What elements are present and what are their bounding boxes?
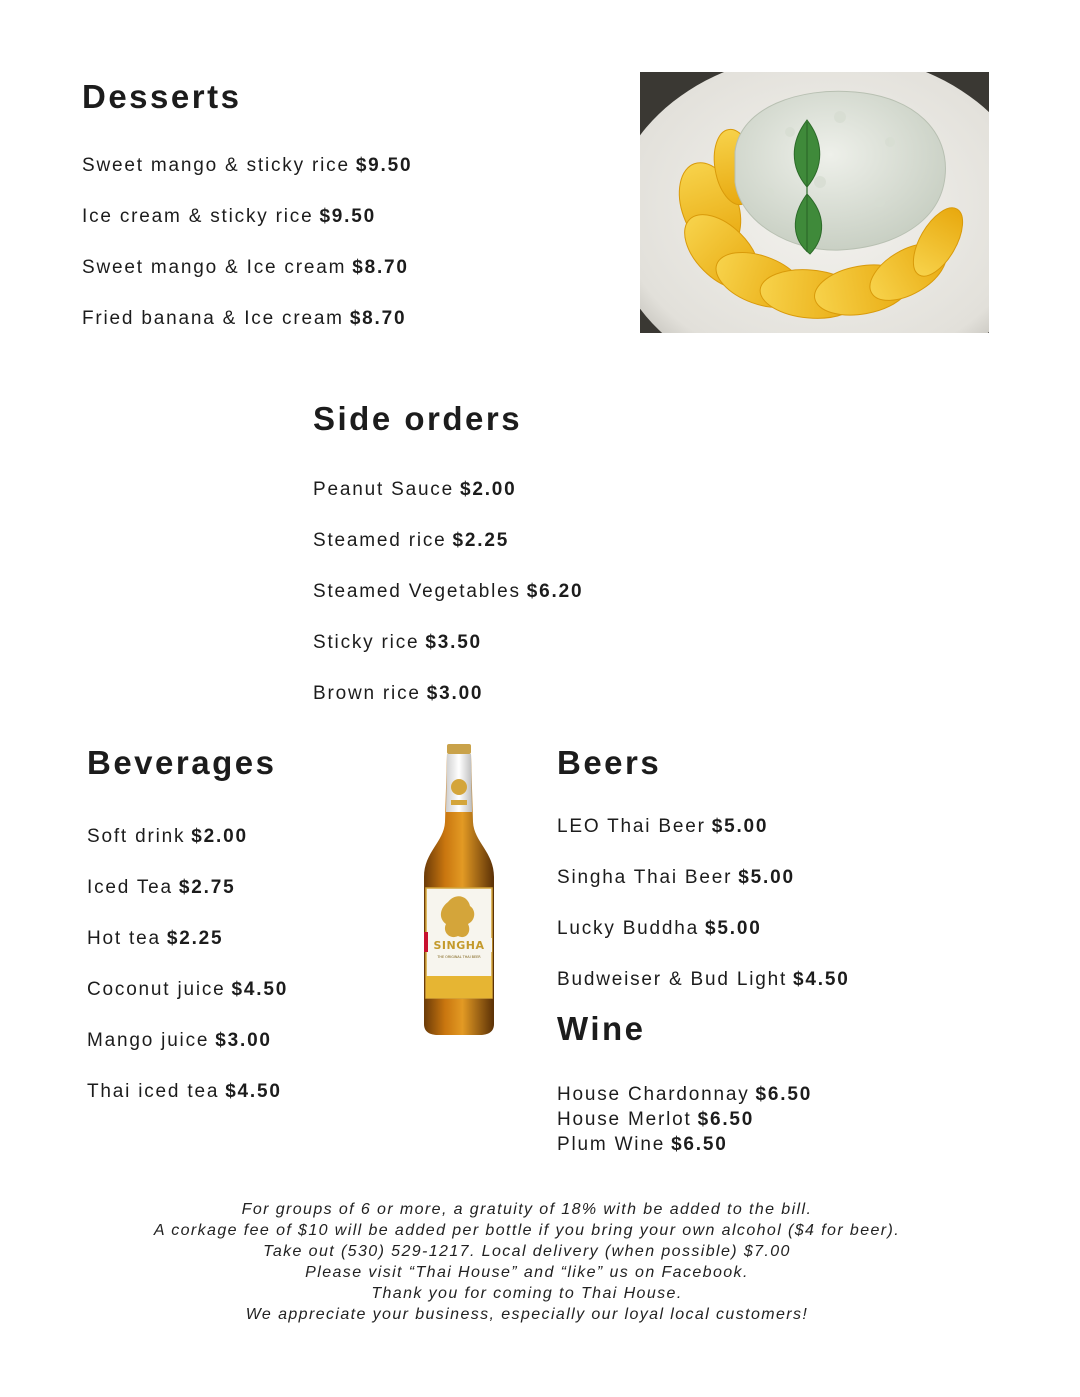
menu-item (313, 633, 583, 653)
menu-item (82, 258, 412, 278)
item-price: $2.00 (459, 479, 517, 500)
side-orders-list (313, 480, 583, 704)
menu-item (82, 207, 412, 227)
item-price: $5.00 (738, 867, 795, 888)
beverages-heading: Beverages (87, 744, 277, 781)
menu-item (313, 684, 583, 704)
item-price: $3.00 (215, 1030, 272, 1051)
item-price: $3.00 (426, 683, 484, 704)
item-price: $5.00 (705, 918, 762, 939)
footer-gratuity-note: For groups of 6 or more, a gratuity of 18% with be added to the bill. (241, 1201, 813, 1218)
item-name: Hot tea (87, 928, 161, 949)
item-price: $2.75 (178, 877, 236, 898)
item-name: Iced Tea (87, 877, 173, 898)
item-name: Lucky Buddha (557, 918, 700, 939)
item-price: $2.25 (452, 530, 510, 551)
menu-item (313, 531, 583, 551)
item-name: Brown rice (313, 683, 421, 704)
menu-item (557, 1110, 812, 1130)
menu-item (557, 1085, 812, 1105)
menu-item (313, 480, 583, 500)
singha-beer-bottle (418, 742, 500, 1037)
item-name: Thai iced tea (87, 1081, 220, 1102)
footer-takeout-note: Take out (530) 529-1217. Local delivery (when possible) $7.00 (263, 1243, 791, 1260)
item-price: $4.50 (231, 979, 289, 1000)
beers-section (557, 744, 850, 1021)
side-orders-heading: Side orders (313, 400, 523, 437)
item-name: Ice cream & sticky rice (82, 206, 314, 227)
beer-bottle-illustration (418, 742, 500, 1037)
item-price: $6.50 (697, 1109, 755, 1130)
item-name: Soft drink (87, 826, 186, 847)
menu-item (87, 827, 288, 847)
mango-sticky-rice-photo (640, 72, 989, 333)
wine-heading: Wine (557, 1010, 646, 1047)
item-name: Singha Thai Beer (557, 867, 733, 888)
menu-item (82, 156, 412, 176)
item-name: Sticky rice (313, 632, 420, 653)
item-price: $2.00 (191, 826, 248, 847)
footer-notes (0, 1199, 1054, 1325)
item-price: $8.70 (349, 308, 407, 329)
wine-list (557, 1085, 812, 1155)
menu-item (557, 817, 850, 837)
item-price: $6.50 (671, 1134, 728, 1155)
item-name: Mango juice (87, 1030, 210, 1051)
item-name: Sweet mango & Ice cream (82, 257, 347, 278)
item-price: $4.50 (225, 1081, 282, 1102)
item-name: Steamed Vegetables (313, 581, 521, 602)
item-price: $6.50 (755, 1084, 813, 1105)
footer-facebook-note: Please visit “Thai House” and “like” us on Facebook. (305, 1264, 749, 1281)
bottle-brand: SINGHA (433, 939, 485, 952)
desserts-heading: Desserts (82, 78, 242, 115)
item-name: Peanut Sauce (313, 479, 454, 500)
item-name: Coconut juice (87, 979, 226, 1000)
item-price: $6.20 (526, 581, 584, 602)
bottle-tagline: THE ORIGINAL THAI BEER (437, 955, 481, 959)
menu-item (82, 309, 412, 329)
item-price: $5.00 (711, 816, 769, 837)
beers-list (557, 817, 850, 990)
item-name: Steamed rice (313, 530, 447, 551)
menu-item (557, 919, 850, 939)
item-name: Budweiser & Bud Light (557, 969, 788, 990)
side-orders-section (313, 400, 583, 735)
footer-appreciation-note: We appreciate your business, especially our loyal local customers! (245, 1306, 809, 1323)
beverages-section (87, 744, 288, 1133)
beers-heading: Beers (557, 744, 662, 781)
menu-item (557, 1135, 812, 1155)
footer-thanks-note: Thank you for coming to Thai House. (371, 1285, 683, 1302)
beverages-list (87, 827, 288, 1102)
menu-item (87, 878, 288, 898)
item-name: Fried banana & Ice cream (82, 308, 344, 329)
mango-sticky-rice-illustration (640, 72, 989, 333)
desserts-section (82, 78, 412, 360)
item-price: $9.50 (355, 155, 413, 176)
menu-item (87, 929, 288, 949)
item-name: Sweet mango & sticky rice (82, 155, 350, 176)
wine-section (557, 1010, 812, 1160)
item-price: $4.50 (793, 969, 850, 990)
menu-item (87, 1082, 288, 1102)
item-name: LEO Thai Beer (557, 816, 706, 837)
menu-item (313, 582, 583, 602)
item-name: Plum Wine (557, 1134, 666, 1155)
item-name: House Chardonnay (557, 1084, 750, 1105)
footer-corkage-note: A corkage fee of $10 will be added per bottle if you bring your own alcohol ($4 for beer). (153, 1222, 901, 1239)
item-price: $8.70 (352, 257, 409, 278)
menu-item (87, 1031, 288, 1051)
menu-item (557, 970, 850, 990)
desserts-list (82, 156, 412, 329)
item-price: $3.50 (425, 632, 482, 653)
item-price: $2.25 (166, 928, 224, 949)
menu-item (557, 868, 850, 888)
menu-item (87, 980, 288, 1000)
item-price: $9.50 (319, 206, 376, 227)
item-name: House Merlot (557, 1109, 692, 1130)
